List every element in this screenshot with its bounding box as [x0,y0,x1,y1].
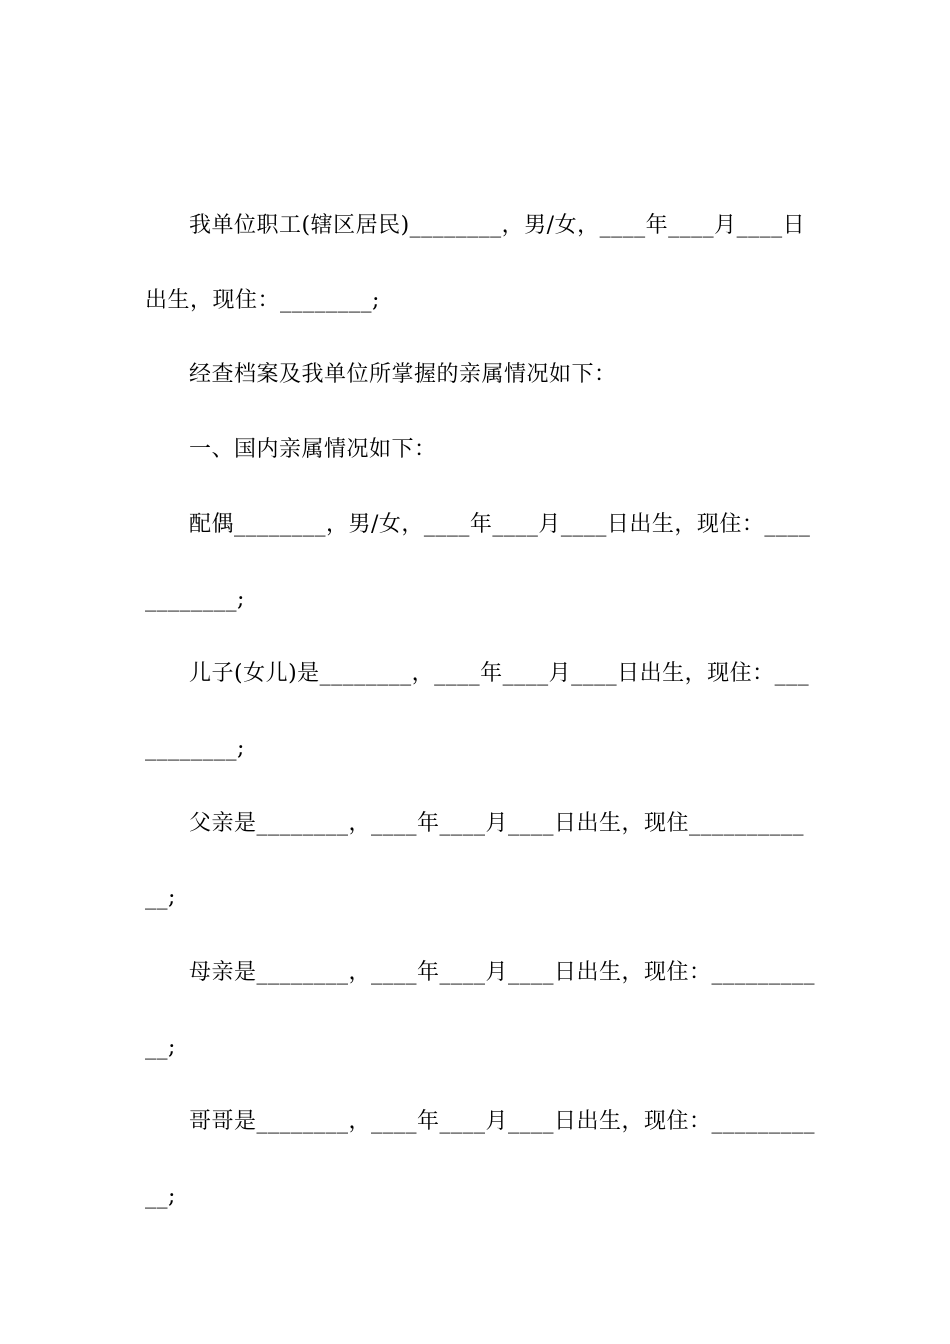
mother-line-2: __; [145,1035,176,1060]
section-heading-domestic-relatives: 一、国内亲属情况如下： [189,437,437,462]
elder-brother-line-2: __; [145,1184,176,1209]
spouse-line-2: ________; [145,587,245,612]
intro-line-1: 我单位职工(辖区居民)________，男/女，____年____月____日 [189,213,806,238]
father-line-2: __; [145,885,176,910]
mother-line-1: 母亲是________，____年____月____日出生，现住：_________ [189,960,816,985]
child-line-1: 儿子(女儿)是________，____年____月____日出生，现住：___ [189,661,810,686]
elder-brother-line-1: 哥哥是________，____年____月____日出生，现住：_________ [189,1109,816,1134]
spouse-line-1: 配偶________，男/女，____年____月____日出生，现住：____ [189,512,811,537]
child-line-2: ________; [145,736,245,761]
archive-statement: 经查档案及我单位所掌握的亲属情况如下： [189,362,617,387]
father-line-1: 父亲是________，____年____月____日出生，现住__________ [189,811,805,836]
intro-line-2: 出生，现住：________; [145,288,380,313]
